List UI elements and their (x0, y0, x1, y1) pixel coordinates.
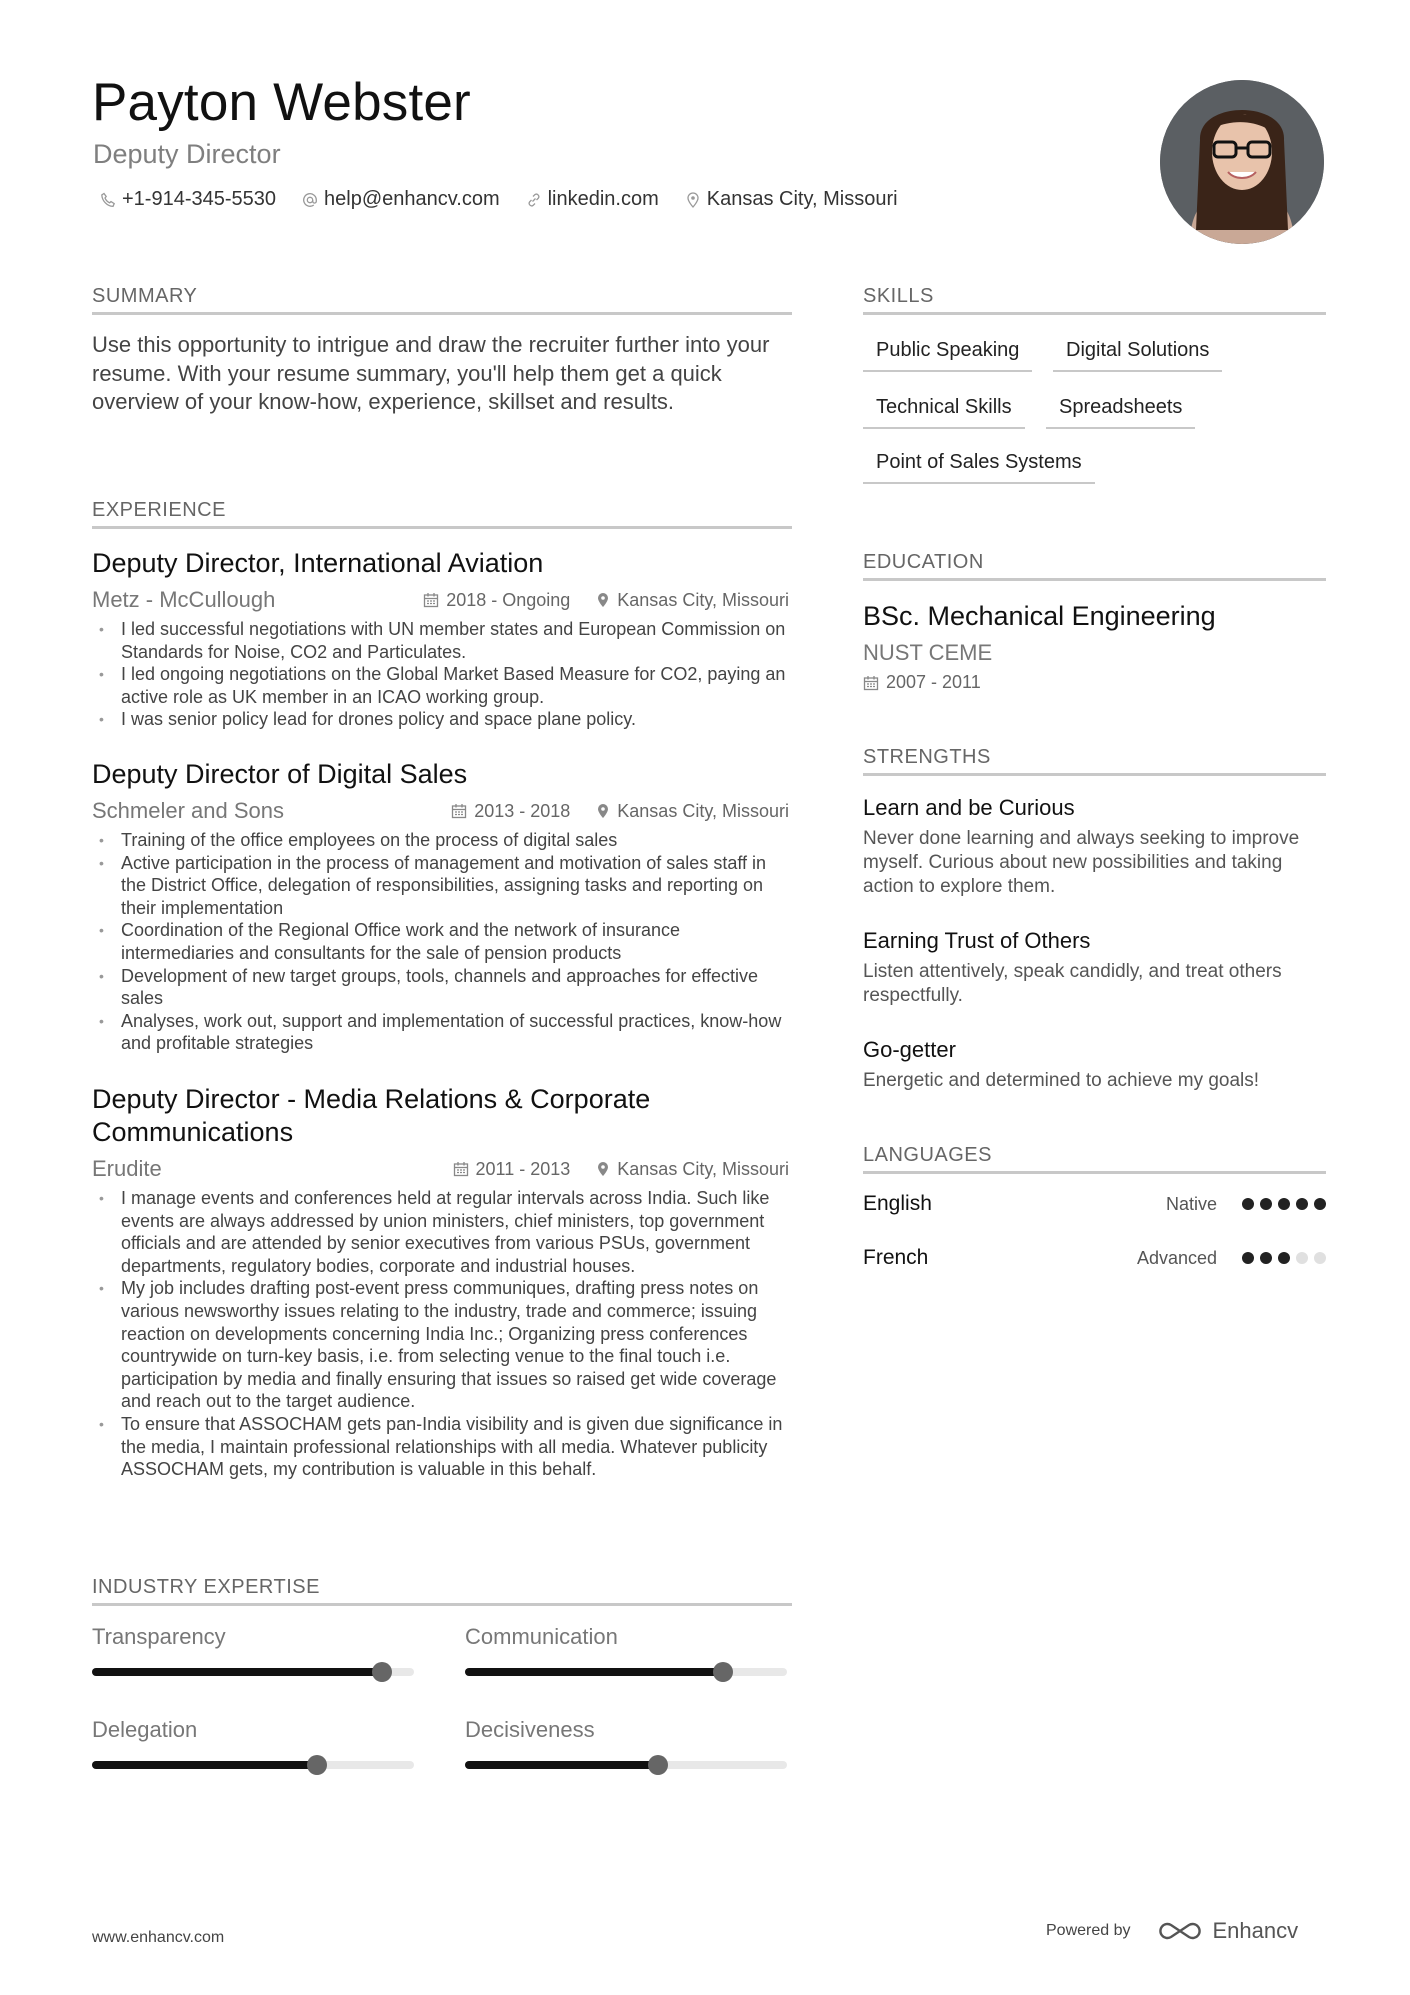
education-dates-text: 2007 - 2011 (886, 672, 981, 692)
strength-title: Learn and be Curious (863, 795, 1075, 820)
powered-by-text: Powered by (1046, 1922, 1131, 1939)
job-bullet: • Coordination of the Regional Office work and the network of insurance intermediaries and consultants for the sale of pension products (92, 919, 789, 964)
job-meta (92, 1155, 789, 1183)
expertise-label: Decisiveness (465, 1717, 595, 1742)
expertise-bar-knob (713, 1662, 733, 1682)
expertise-item (92, 1624, 414, 1676)
linkedin-text: linkedin.com (547, 188, 659, 210)
proficiency-dot-filled (1278, 1198, 1290, 1210)
expertise-bar-knob (307, 1755, 327, 1775)
proficiency-dot-filled (1314, 1198, 1326, 1210)
expertise-item (92, 1717, 414, 1769)
calendar-icon (863, 675, 879, 691)
company-name: Erudite (92, 1156, 162, 1181)
job-bullet: • Analyses, work out, support and implementation of successful practices, know-how and profitable strategies (92, 1010, 789, 1055)
job-bullet: • Training of the office employees on the process of digital sales (92, 829, 789, 852)
strength-description: Energetic and determined to achieve my goals! (863, 1070, 1260, 1091)
calendar-icon (451, 803, 467, 819)
expertise-item (465, 1717, 787, 1769)
job-bullet: • I manage events and conferences held at regular intervals across India. Such like events are always addressed by union ministers, chief ministers, top government officials and are attended by senior executives from various PSUs, government departments, regulatory bodies, corporate and industrial houses. (92, 1187, 789, 1277)
summary-heading: SUMMARY (92, 285, 792, 315)
skill-tag: Point of Sales Systems (863, 451, 1095, 484)
job-entry (92, 547, 789, 731)
job-location-text: Kansas City, Missouri (617, 589, 789, 610)
link-icon (526, 192, 542, 208)
expertise-bar-fill (465, 1761, 658, 1769)
skill-tag: Technical Skills (863, 396, 1025, 429)
education-heading: EDUCATION (863, 551, 1326, 581)
job-dates (423, 590, 570, 611)
education-dates (863, 672, 981, 693)
brand-name: Enhancv (1212, 1918, 1299, 1943)
expertise-bar-knob (648, 1755, 668, 1775)
phone-icon (100, 192, 116, 208)
job-bullet: • Development of new target groups, tools, channels and approaches for effective sales (92, 965, 789, 1010)
expertise-bar-fill (92, 1668, 382, 1676)
strength-item (863, 795, 1333, 899)
job-meta (92, 586, 789, 614)
enhancv-logo-icon (1157, 1919, 1203, 1943)
job-meta (92, 797, 789, 825)
calendar-icon (423, 592, 439, 608)
expertise-bar-fill (92, 1761, 317, 1769)
expertise-item (465, 1624, 787, 1676)
skill-tag: Spreadsheets (1046, 396, 1195, 429)
job-dates-text: 2013 - 2018 (474, 800, 571, 821)
skill-tag: Digital Solutions (1053, 339, 1222, 372)
calendar-icon (453, 1161, 469, 1177)
language-item (863, 1246, 1326, 1270)
summary-text: Use this opportunity to intrigue and draw the recruiter further into your resume. With your resume summary, you'll help them get a quick overview of your know-how, experience, skillset and results. (92, 332, 770, 414)
expertise-bar (92, 1668, 414, 1676)
candidate-role: Deputy Director (93, 139, 281, 169)
proficiency-dot-filled (1242, 1198, 1254, 1210)
proficiency-dot-filled (1278, 1252, 1290, 1264)
candidate-name: Payton Webster (92, 73, 471, 132)
job-location-text: Kansas City, Missouri (617, 1158, 789, 1179)
school-name: NUST CEME (863, 640, 993, 665)
company-name: Schmeler and Sons (92, 798, 284, 823)
contact-row (100, 188, 924, 211)
job-title: Deputy Director, International Aviation (92, 548, 544, 578)
contact-email[interactable] (302, 188, 500, 211)
job-title: Deputy Director of Digital Sales (92, 759, 468, 789)
proficiency-dot-empty (1314, 1252, 1326, 1264)
degree-title: BSc. Mechanical Engineering (863, 601, 1216, 631)
industry-expertise-heading: INDUSTRY EXPERTISE (92, 1576, 792, 1606)
proficiency-dot-empty (1296, 1252, 1308, 1264)
company-name: Metz - McCullough (92, 587, 276, 612)
job-dates (451, 801, 570, 822)
expertise-bar-fill (465, 1668, 723, 1676)
job-dates-text: 2011 - 2013 (475, 1158, 571, 1179)
expertise-label: Transparency (92, 1624, 226, 1649)
job-bullets (92, 618, 789, 731)
job-location (596, 801, 789, 822)
location-pin-icon (596, 592, 610, 608)
expertise-label: Delegation (92, 1717, 198, 1742)
proficiency-dot-filled (1260, 1252, 1272, 1264)
contact-location (685, 188, 898, 211)
expertise-label: Communication (465, 1624, 618, 1649)
job-bullet: • I led ongoing negotiations on the Global Market Based Measure for CO2, paying an active role as UK member in an ICAO working group. (92, 663, 789, 708)
expertise-bar (92, 1761, 414, 1769)
language-name: French (863, 1246, 929, 1269)
strength-item (863, 1037, 1333, 1093)
job-location (596, 1159, 789, 1180)
contact-linkedin[interactable] (526, 188, 659, 211)
language-level: Advanced (1136, 1247, 1217, 1268)
skill-tag: Public Speaking (863, 339, 1032, 372)
language-name: English (863, 1192, 932, 1215)
footer-branding (1046, 1918, 1298, 1944)
strength-description: Listen attentively, speak candidly, and treat others respectfully. (863, 961, 1282, 1006)
language-dots (1236, 1198, 1326, 1210)
language-dots (1236, 1252, 1326, 1264)
location-pin-icon (685, 192, 701, 208)
job-bullet: • I led successful negotiations with UN member states and European Commission on Standards for Noise, CO2 and Particulates. (92, 618, 789, 663)
expertise-bar (465, 1761, 787, 1769)
proficiency-dot-filled (1242, 1252, 1254, 1264)
job-location (596, 590, 789, 611)
job-bullets (92, 1187, 789, 1481)
contact-phone[interactable] (100, 188, 276, 211)
expertise-bar-knob (372, 1662, 392, 1682)
language-item (863, 1192, 1326, 1216)
job-dates (453, 1159, 571, 1180)
email-text: help@enhancv.com (324, 188, 500, 210)
location-text: Kansas City, Missouri (706, 188, 898, 210)
strength-title: Go-getter (863, 1037, 956, 1062)
strength-title: Earning Trust of Others (863, 928, 1091, 953)
skills-heading: SKILLS (863, 285, 1326, 315)
footer-website[interactable]: www.enhancv.com (92, 1929, 225, 1946)
job-bullet: • My job includes drafting post-event press communiques, drafting press notes on various newsworthy issues relating to the industry, trade and commerce; issuing reaction on developments concerning India Inc.; Organizing press conferences countrywide on turn-key basis, i.e. from selecting venue to the final touch i.e. participation by media and finally ensuring that issues so raised get wide coverage and reach out to the target audience. (92, 1277, 789, 1413)
job-bullet: • Active participation in the process of management and motivation of sales staff in the District Office, delegation of responsibilities, assigning tasks and reporting on their implementation (92, 852, 789, 920)
at-icon (302, 192, 318, 208)
job-dates-text: 2018 - Ongoing (446, 589, 571, 610)
proficiency-dot-filled (1260, 1198, 1272, 1210)
job-entry (92, 758, 789, 1055)
proficiency-dot-filled (1296, 1198, 1308, 1210)
job-entry (92, 1083, 789, 1481)
job-bullet: • I was senior policy lead for drones policy and space plane policy. (92, 708, 789, 731)
experience-heading: EXPERIENCE (92, 499, 792, 529)
job-bullets (92, 829, 789, 1055)
expertise-bar (465, 1668, 787, 1676)
job-bullet: • To ensure that ASSOCHAM gets pan-India visibility and is given due significance in the media, I maintain professional relationships with all media. Whatever publicity ASSOCHAM gets, my contribution is valuable in this behalf. (92, 1413, 789, 1481)
profile-photo (1160, 80, 1324, 244)
strength-item (863, 928, 1333, 1008)
job-location-text: Kansas City, Missouri (617, 800, 789, 821)
location-pin-icon (596, 803, 610, 819)
strengths-heading: STRENGTHS (863, 746, 1326, 776)
phone-text: +1-914-345-5530 (122, 188, 277, 210)
languages-heading: LANGUAGES (863, 1144, 1326, 1174)
location-pin-icon (596, 1161, 610, 1177)
job-title: Deputy Director - Media Relations & Corporate Communications (92, 1084, 651, 1147)
brand-logo[interactable] (1157, 1918, 1299, 1944)
language-level: Native (1165, 1193, 1217, 1214)
strength-description: Never done learning and always seeking to improve myself. Curious about new possibilities and taking action to explore them. (863, 828, 1300, 897)
